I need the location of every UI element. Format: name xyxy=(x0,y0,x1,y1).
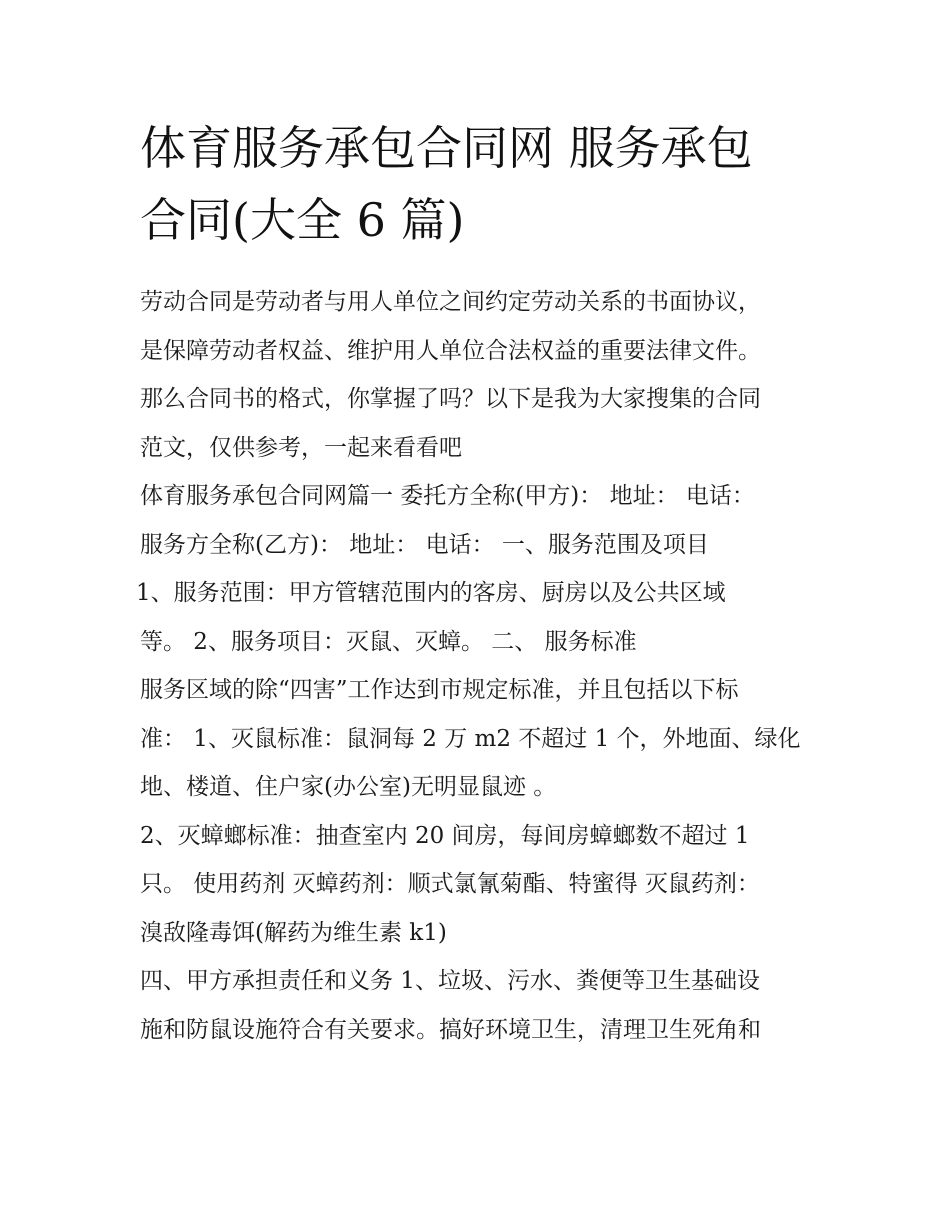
body-line: 是保障劳动者权益、维护用人单位合法权益的重要法律文件。 xyxy=(140,337,761,364)
document-body xyxy=(136,278,830,1054)
body-line: 劳动合同是劳动者与用人单位之间约定劳动关系的书面协议， xyxy=(140,289,761,315)
body-line: 地、楼道、住户家(办公室)无明显鼠迹 。 xyxy=(140,774,557,800)
title-line-2: 合同(大全 6 篇) xyxy=(140,193,465,247)
body-line: 四、甲方承担责任和义务 1、垃圾、污水、粪便等卫生基础设 xyxy=(140,968,760,994)
body-line: 范文，仅供参考，一起来看看吧 xyxy=(140,434,462,461)
body-line: 施和防鼠设施符合有关要求。搞好环境卫生，清理卫生死角和 xyxy=(140,1016,761,1043)
body-line: 服务方全称(乙方)： 地址： 电话： 一、服务范围及项目 xyxy=(140,531,709,558)
body-line: 只。 使用药剂 灭蟑药剂：顺式氯氰菊酯、特蜜得 灭鼠药剂： xyxy=(140,871,760,897)
body-line: 2、灭蟑螂标准：抽查室内 20 间房，每间房蟑螂数不超过 1 xyxy=(140,822,750,849)
body-line: 那么合同书的格式，你掌握了吗？以下是我为大家搜集的合同 xyxy=(140,386,761,412)
body-line: 体育服务承包合同网篇一 委托方全称(甲方)： 地址： 电话： xyxy=(140,483,755,509)
title-line-1: 体育服务承包合同网 服务承包 xyxy=(140,121,753,175)
body-line: 服务区域的除“四害”工作达到市规定标准，并且包括以下标 xyxy=(140,677,739,703)
body-line: 准： 1、灭鼠标准：鼠洞每 2 万 m2 不超过 1 个，外地面、绿化 xyxy=(140,725,801,752)
body-line: 溴敌隆毒饵(解药为维生素 k1) xyxy=(140,919,447,946)
body-line: 1、服务范围：甲方管辖范围内的客房、厨房以及公共区域 xyxy=(136,580,726,606)
body-line: 等。 2、服务项目：灭鼠、灭蟑。 二、 服务标准 xyxy=(140,628,637,655)
document-title xyxy=(140,112,830,256)
